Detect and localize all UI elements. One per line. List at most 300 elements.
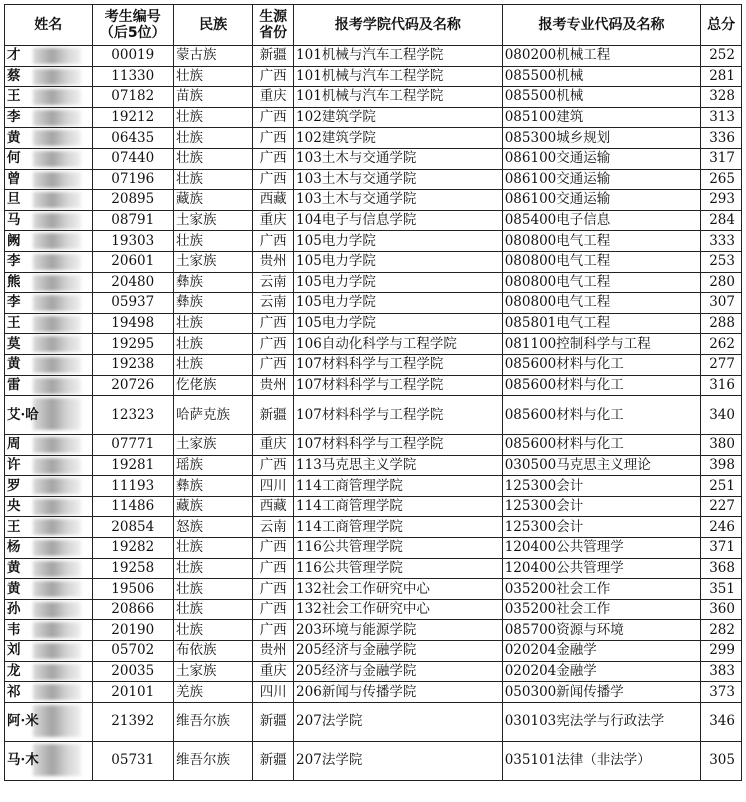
cell-province: 广西 [253, 107, 294, 128]
cell-province: 广西 [253, 579, 294, 600]
cell-college: 102建筑学院 [294, 107, 503, 128]
cell-exam-id: 20895 [92, 190, 173, 211]
redaction-blur [33, 478, 81, 494]
redaction-blur [33, 378, 81, 394]
redaction-blur [33, 192, 81, 208]
cell-college: 101机械与汽车工程学院 [294, 66, 503, 87]
table-row [5, 702, 742, 741]
cell-exam-id: 19498 [92, 313, 173, 334]
cell-ethnicity: 壮族 [173, 231, 252, 252]
cell-ethnicity: 哈萨克族 [173, 396, 252, 435]
cell-college: 107材料科学与工程学院 [294, 435, 503, 456]
cell-total-score: 265 [701, 169, 742, 190]
cell-ethnicity: 壮族 [173, 128, 252, 149]
cell-name [5, 538, 93, 559]
cell-name [5, 87, 93, 108]
cell-total-score: 253 [701, 251, 742, 272]
redaction-blur [33, 89, 81, 105]
cell-college: 104电子与信息学院 [294, 210, 503, 231]
cell-exam-id: 11330 [92, 66, 173, 87]
cell-total-score: 277 [701, 354, 742, 375]
table-row [5, 682, 742, 703]
cell-name [5, 46, 93, 67]
redaction-blur [33, 48, 81, 64]
table-row [5, 128, 742, 149]
name-text: 雷 [7, 376, 21, 393]
cell-college: 107材料科学与工程学院 [294, 375, 503, 396]
cell-ethnicity: 维吾尔族 [173, 741, 252, 780]
redaction-blur [33, 561, 81, 577]
cell-total-score: 262 [701, 334, 742, 355]
cell-province: 广西 [253, 231, 294, 252]
cell-name [5, 620, 93, 641]
cell-ethnicity: 土家族 [173, 251, 252, 272]
cell-college: 105电力学院 [294, 293, 503, 314]
header-exam-id: 考生编号（后5位） [92, 5, 173, 46]
name-text: 孙 [7, 601, 21, 618]
cell-province: 广西 [253, 169, 294, 190]
table-row [5, 231, 742, 252]
cell-name [5, 334, 93, 355]
cell-college: 107材料科学与工程学院 [294, 354, 503, 375]
cell-ethnicity: 壮族 [173, 620, 252, 641]
cell-major: 081100控制科学与工程 [502, 334, 701, 355]
cell-province: 贵州 [253, 375, 294, 396]
cell-ethnicity: 壮族 [173, 107, 252, 128]
cell-ethnicity: 维吾尔族 [173, 702, 252, 741]
cell-ethnicity: 壮族 [173, 313, 252, 334]
cell-major: 020204金融学 [502, 661, 701, 682]
cell-major: 085700资源与环境 [502, 620, 701, 641]
cell-exam-id: 20601 [92, 251, 173, 272]
cell-name [5, 293, 93, 314]
cell-major: 030500马克思主义理论 [502, 455, 701, 476]
cell-name [5, 496, 93, 517]
name-text: 罗 [7, 477, 21, 494]
cell-ethnicity: 彝族 [173, 293, 252, 314]
cell-college: 103土木与交通学院 [294, 169, 503, 190]
cell-major: 125300会计 [502, 496, 701, 517]
table-row [5, 558, 742, 579]
name-text: 马·木 [7, 752, 39, 769]
cell-total-score: 305 [701, 741, 742, 780]
cell-total-score: 281 [701, 66, 742, 87]
header-name: 姓名 [5, 5, 93, 46]
redaction-blur [33, 540, 81, 556]
header-ethnicity: 民族 [173, 5, 252, 46]
name-text: 何 [7, 150, 21, 167]
cell-name [5, 375, 93, 396]
cell-ethnicity: 土家族 [173, 661, 252, 682]
cell-ethnicity: 土家族 [173, 435, 252, 456]
cell-province: 新疆 [253, 396, 294, 435]
name-text: 韦 [7, 621, 21, 638]
cell-exam-id: 20726 [92, 375, 173, 396]
cell-college: 102建筑学院 [294, 128, 503, 149]
redaction-blur [33, 643, 81, 659]
table-body [5, 46, 742, 781]
cell-name [5, 313, 93, 334]
cell-total-score: 316 [701, 375, 742, 396]
cell-name [5, 476, 93, 497]
cell-name [5, 641, 93, 662]
redaction-blur [33, 581, 81, 597]
table-row [5, 496, 742, 517]
cell-total-score: 368 [701, 558, 742, 579]
cell-exam-id: 07440 [92, 148, 173, 169]
cell-ethnicity: 仡佬族 [173, 375, 252, 396]
table-row [5, 313, 742, 334]
cell-exam-id: 19303 [92, 231, 173, 252]
cell-ethnicity: 壮族 [173, 558, 252, 579]
cell-exam-id: 05731 [92, 741, 173, 780]
cell-college: 207法学院 [294, 702, 503, 741]
cell-college: 105电力学院 [294, 251, 503, 272]
redaction-blur [33, 110, 81, 126]
cell-major: 085600材料与化工 [502, 435, 701, 456]
cell-exam-id: 19238 [92, 354, 173, 375]
cell-province: 广西 [253, 599, 294, 620]
name-text: 阿·米 [7, 713, 39, 730]
cell-major: 120400公共管理学 [502, 558, 701, 579]
cell-exam-id: 00019 [92, 46, 173, 67]
cell-ethnicity: 布依族 [173, 641, 252, 662]
cell-province: 云南 [253, 272, 294, 293]
cell-ethnicity: 壮族 [173, 66, 252, 87]
cell-exam-id: 20190 [92, 620, 173, 641]
redaction-blur [33, 664, 81, 680]
cell-total-score: 360 [701, 599, 742, 620]
cell-name [5, 579, 93, 600]
cell-major: 035200社会工作 [502, 599, 701, 620]
redaction-blur [33, 398, 81, 430]
cell-exam-id: 19258 [92, 558, 173, 579]
cell-name [5, 107, 93, 128]
cell-exam-id: 07771 [92, 435, 173, 456]
cell-college: 203环境与能源学院 [294, 620, 503, 641]
redaction-blur [33, 622, 81, 638]
header-college: 报考学院代码及名称 [294, 5, 503, 46]
cell-major: 080800电气工程 [502, 293, 701, 314]
cell-college: 207法学院 [294, 741, 503, 780]
cell-name [5, 455, 93, 476]
cell-total-score: 351 [701, 579, 742, 600]
cell-major: 080800电气工程 [502, 251, 701, 272]
cell-province: 重庆 [253, 210, 294, 231]
cell-college: 114工商管理学院 [294, 476, 503, 497]
cell-province: 新疆 [253, 741, 294, 780]
name-text: 阙 [7, 232, 21, 249]
name-text: 王 [7, 88, 21, 105]
cell-total-score: 313 [701, 107, 742, 128]
name-text: 周 [7, 436, 21, 453]
cell-exam-id: 07196 [92, 169, 173, 190]
cell-name [5, 661, 93, 682]
cell-ethnicity: 蒙古族 [173, 46, 252, 67]
cell-college: 103土木与交通学院 [294, 190, 503, 211]
redaction-blur [33, 499, 81, 515]
name-text: 蔡 [7, 67, 21, 84]
table-row [5, 293, 742, 314]
cell-total-score: 282 [701, 620, 742, 641]
cell-province: 广西 [253, 128, 294, 149]
cell-total-score: 299 [701, 641, 742, 662]
redaction-blur [33, 458, 81, 474]
redaction-blur [33, 275, 81, 291]
cell-college: 113马克思主义学院 [294, 455, 503, 476]
cell-province: 重庆 [253, 435, 294, 456]
cell-name [5, 169, 93, 190]
cell-name [5, 231, 93, 252]
header-major: 报考专业代码及名称 [502, 5, 701, 46]
cell-ethnicity: 土家族 [173, 210, 252, 231]
name-text: 旦 [7, 191, 21, 208]
cell-name [5, 435, 93, 456]
cell-ethnicity: 壮族 [173, 538, 252, 559]
name-text: 李 [7, 253, 21, 270]
cell-exam-id: 05702 [92, 641, 173, 662]
redaction-blur [33, 316, 81, 332]
cell-total-score: 288 [701, 313, 742, 334]
cell-total-score: 317 [701, 148, 742, 169]
name-text: 黄 [7, 559, 21, 576]
table-row [5, 661, 742, 682]
table-row [5, 334, 742, 355]
header-row [5, 5, 742, 46]
cell-ethnicity: 瑶族 [173, 455, 252, 476]
cell-name [5, 66, 93, 87]
cell-ethnicity: 壮族 [173, 354, 252, 375]
cell-name [5, 558, 93, 579]
cell-ethnicity: 壮族 [173, 579, 252, 600]
cell-total-score: 371 [701, 538, 742, 559]
table-row [5, 66, 742, 87]
cell-college: 114工商管理学院 [294, 517, 503, 538]
cell-province: 西藏 [253, 190, 294, 211]
cell-exam-id: 12323 [92, 396, 173, 435]
table-row [5, 741, 742, 780]
cell-province: 广西 [253, 558, 294, 579]
cell-major: 085500机械 [502, 87, 701, 108]
name-text: 曾 [7, 170, 21, 187]
admission-table [4, 4, 742, 781]
cell-exam-id: 20480 [92, 272, 173, 293]
cell-major: 086100交通运输 [502, 169, 701, 190]
cell-province: 西藏 [253, 496, 294, 517]
cell-college: 116公共管理学院 [294, 538, 503, 559]
name-text: 李 [7, 294, 21, 311]
table-row [5, 620, 742, 641]
redaction-blur [33, 151, 81, 167]
cell-name [5, 251, 93, 272]
redaction-blur [33, 254, 81, 270]
redaction-blur [33, 172, 81, 188]
cell-province: 广西 [253, 455, 294, 476]
table-row [5, 375, 742, 396]
cell-total-score: 336 [701, 128, 742, 149]
cell-exam-id: 20854 [92, 517, 173, 538]
cell-name [5, 190, 93, 211]
cell-college: 205经济与金融学院 [294, 641, 503, 662]
table-row [5, 169, 742, 190]
cell-major: 125300会计 [502, 517, 701, 538]
cell-major: 085300城乡规划 [502, 128, 701, 149]
cell-name [5, 354, 93, 375]
name-text: 艾·哈 [7, 406, 39, 423]
cell-total-score: 383 [701, 661, 742, 682]
cell-major: 050300新闻传播学 [502, 682, 701, 703]
table-row [5, 46, 742, 67]
redaction-blur [33, 69, 81, 85]
cell-exam-id: 19506 [92, 579, 173, 600]
cell-name [5, 599, 93, 620]
cell-name [5, 517, 93, 538]
redaction-blur [33, 602, 81, 618]
cell-college: 106自动化科学与工程学院 [294, 334, 503, 355]
cell-exam-id: 11486 [92, 496, 173, 517]
cell-college: 101机械与汽车工程学院 [294, 87, 503, 108]
cell-exam-id: 20101 [92, 682, 173, 703]
cell-ethnicity: 壮族 [173, 169, 252, 190]
cell-name [5, 128, 93, 149]
cell-college: 105电力学院 [294, 272, 503, 293]
cell-total-score: 251 [701, 476, 742, 497]
name-text: 王 [7, 518, 21, 535]
cell-exam-id: 11193 [92, 476, 173, 497]
cell-total-score: 340 [701, 396, 742, 435]
redaction-blur [33, 519, 81, 535]
cell-province: 四川 [253, 682, 294, 703]
cell-college: 132社会工作研究中心 [294, 599, 503, 620]
cell-province: 广西 [253, 538, 294, 559]
redaction-blur [33, 744, 81, 776]
cell-province: 广西 [253, 620, 294, 641]
cell-total-score: 380 [701, 435, 742, 456]
cell-province: 广西 [253, 148, 294, 169]
table-row [5, 272, 742, 293]
cell-total-score: 246 [701, 517, 742, 538]
cell-province: 新疆 [253, 702, 294, 741]
cell-total-score: 398 [701, 455, 742, 476]
cell-province: 贵州 [253, 641, 294, 662]
cell-name [5, 148, 93, 169]
cell-exam-id: 05937 [92, 293, 173, 314]
redaction-blur [33, 705, 81, 737]
cell-total-score: 346 [701, 702, 742, 741]
name-text: 黄 [7, 580, 21, 597]
cell-college: 101机械与汽车工程学院 [294, 46, 503, 67]
table-row [5, 599, 742, 620]
table-row [5, 538, 742, 559]
name-text: 黄 [7, 129, 21, 146]
cell-college: 205经济与金融学院 [294, 661, 503, 682]
cell-exam-id: 07182 [92, 87, 173, 108]
cell-province: 四川 [253, 476, 294, 497]
cell-name [5, 272, 93, 293]
table-row [5, 455, 742, 476]
table-row [5, 435, 742, 456]
cell-ethnicity: 彝族 [173, 476, 252, 497]
cell-province: 广西 [253, 313, 294, 334]
cell-name [5, 741, 93, 780]
cell-major: 085600材料与化工 [502, 396, 701, 435]
name-text: 李 [7, 109, 21, 126]
cell-ethnicity: 藏族 [173, 496, 252, 517]
cell-major: 080200机械工程 [502, 46, 701, 67]
cell-college: 107材料科学与工程学院 [294, 396, 503, 435]
redaction-blur [33, 336, 81, 352]
redaction-blur [33, 213, 81, 229]
cell-name [5, 702, 93, 741]
cell-college: 103土木与交通学院 [294, 148, 503, 169]
cell-major: 080800电气工程 [502, 231, 701, 252]
cell-major: 120400公共管理学 [502, 538, 701, 559]
cell-total-score: 252 [701, 46, 742, 67]
cell-ethnicity: 壮族 [173, 334, 252, 355]
cell-ethnicity: 藏族 [173, 190, 252, 211]
header-province: 生源省份 [253, 5, 294, 46]
cell-college: 105电力学院 [294, 231, 503, 252]
cell-name [5, 396, 93, 435]
table-row [5, 107, 742, 128]
cell-province: 新疆 [253, 46, 294, 67]
cell-exam-id: 20035 [92, 661, 173, 682]
name-text: 才 [7, 47, 21, 64]
cell-exam-id: 19281 [92, 455, 173, 476]
redaction-blur [33, 437, 81, 453]
cell-total-score: 227 [701, 496, 742, 517]
cell-major: 125300会计 [502, 476, 701, 497]
table-row [5, 210, 742, 231]
cell-major: 035200社会工作 [502, 579, 701, 600]
name-text: 黄 [7, 356, 21, 373]
cell-province: 广西 [253, 66, 294, 87]
cell-province: 贵州 [253, 251, 294, 272]
cell-exam-id: 19212 [92, 107, 173, 128]
table-row [5, 517, 742, 538]
name-text: 龙 [7, 662, 21, 679]
name-text: 熊 [7, 273, 21, 290]
cell-exam-id: 20866 [92, 599, 173, 620]
cell-province: 云南 [253, 293, 294, 314]
cell-major: 020204金融学 [502, 641, 701, 662]
cell-total-score: 284 [701, 210, 742, 231]
cell-province: 广西 [253, 334, 294, 355]
table-row [5, 87, 742, 108]
cell-major: 085100建筑 [502, 107, 701, 128]
cell-province: 重庆 [253, 87, 294, 108]
cell-total-score: 293 [701, 190, 742, 211]
table-row [5, 641, 742, 662]
cell-ethnicity: 怒族 [173, 517, 252, 538]
cell-total-score: 307 [701, 293, 742, 314]
redaction-blur [33, 684, 81, 700]
table-row [5, 354, 742, 375]
admission-list-sheet [4, 4, 742, 781]
cell-ethnicity: 壮族 [173, 148, 252, 169]
table-row [5, 396, 742, 435]
cell-ethnicity: 羌族 [173, 682, 252, 703]
cell-total-score: 328 [701, 87, 742, 108]
cell-college: 116公共管理学院 [294, 558, 503, 579]
name-text: 王 [7, 315, 21, 332]
cell-college: 206新闻与传播学院 [294, 682, 503, 703]
cell-total-score: 373 [701, 682, 742, 703]
cell-major: 085801电气工程 [502, 313, 701, 334]
cell-total-score: 333 [701, 231, 742, 252]
cell-major: 086100交通运输 [502, 148, 701, 169]
cell-exam-id: 21392 [92, 702, 173, 741]
